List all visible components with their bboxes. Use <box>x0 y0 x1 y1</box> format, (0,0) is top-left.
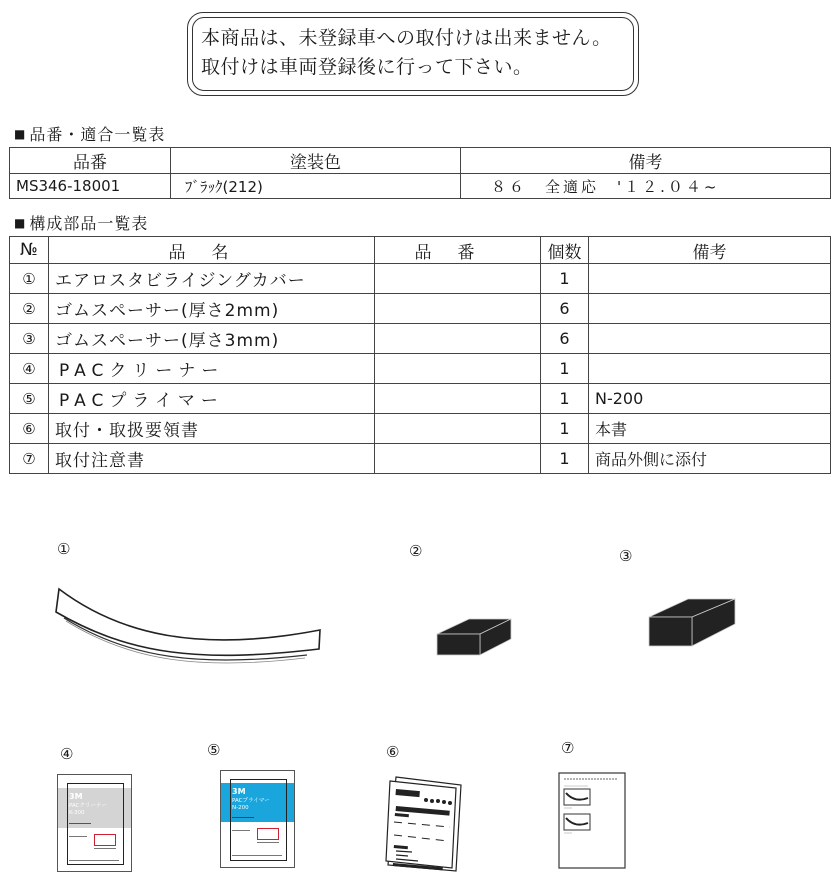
item-remarks <box>589 294 831 324</box>
square-bullet-icon: ■ <box>14 127 27 141</box>
fitment-section-title: ■ 品番・適合一覧表 <box>14 125 166 144</box>
primer-text-line <box>232 855 282 856</box>
cleaner-text-line <box>69 836 87 837</box>
row-number: ② <box>10 294 49 324</box>
square-bullet-icon: ■ <box>14 216 27 230</box>
header-part-no: 品番 <box>375 237 541 264</box>
item-part-no <box>375 444 541 474</box>
table-row <box>10 264 831 294</box>
fitment-table <box>9 147 831 199</box>
parts-header-row <box>10 237 831 264</box>
primer-red-stamp <box>257 828 279 840</box>
row-number: ③ <box>10 324 49 354</box>
header-paint-color: 塗装色 <box>171 148 461 174</box>
figure-label-4: ④ <box>60 745 74 763</box>
rubber-spacer-2mm-illustration <box>434 616 514 658</box>
item-qty: 6 <box>541 294 589 324</box>
item-name: ゴムスペーサー(厚さ2mm) <box>49 294 375 324</box>
header-remarks: 備考 <box>589 237 831 264</box>
item-qty: 1 <box>541 384 589 414</box>
primer-name: PACプライマー <box>232 798 270 804</box>
cleaner-brand: 3M <box>69 792 83 801</box>
primer-text-line <box>232 830 250 831</box>
item-remarks: N-200 <box>589 384 831 414</box>
pac-cleaner-illustration <box>57 774 132 872</box>
notice-line-1: 本商品は、未登録車への取付けは出来ません。 <box>201 27 612 49</box>
parts-table <box>9 236 831 474</box>
table-row <box>10 414 831 444</box>
table-row <box>10 384 831 414</box>
item-name: PACプライマー <box>49 384 375 414</box>
item-part-no <box>375 354 541 384</box>
notice-line-2: 取付けは車両登録後に行って下さい。 <box>201 56 533 78</box>
pac-primer-illustration <box>220 770 295 868</box>
cleaner-red-stamp <box>94 834 116 846</box>
item-qty: 1 <box>541 444 589 474</box>
header-remarks: 備考 <box>461 148 831 174</box>
header-no: № <box>10 237 49 264</box>
row-number: ⑥ <box>10 414 49 444</box>
item-qty: 1 <box>541 264 589 294</box>
primer-text-line <box>257 842 279 843</box>
item-part-no <box>375 264 541 294</box>
table-row <box>10 324 831 354</box>
row-number: ⑦ <box>10 444 49 474</box>
cleaner-text-line <box>69 823 91 824</box>
figure-label-3: ③ <box>619 547 633 565</box>
item-remarks <box>589 354 831 384</box>
cleaner-code: K-300 <box>69 810 85 816</box>
item-qty: 6 <box>541 324 589 354</box>
installation-manual-illustration <box>384 775 464 875</box>
figure-label-2: ② <box>409 542 423 560</box>
notice-box <box>192 17 634 91</box>
item-qty: 1 <box>541 354 589 384</box>
header-part-no: 品番 <box>10 148 171 174</box>
item-remarks <box>589 264 831 294</box>
item-remarks: 商品外側に添付 <box>589 444 831 474</box>
table-row <box>10 174 831 199</box>
paint-color-cell: ﾌﾞﾗｯｸ(212) <box>171 174 461 199</box>
item-part-no <box>375 384 541 414</box>
item-qty: 1 <box>541 414 589 444</box>
row-number: ④ <box>10 354 49 384</box>
figure-label-6: ⑥ <box>386 743 400 761</box>
item-remarks <box>589 324 831 354</box>
header-qty: 個数 <box>541 237 589 264</box>
primer-text-line <box>232 817 254 818</box>
table-row <box>10 354 831 384</box>
caution-sheet-illustration <box>558 772 628 870</box>
part-no-cell: MS346-18001 <box>10 174 171 199</box>
item-part-no <box>375 324 541 354</box>
aero-cover-illustration <box>50 585 330 670</box>
figure-label-5: ⑤ <box>207 741 221 759</box>
remarks-cell: ８６ 全適応 '１２.０４~ <box>461 174 831 199</box>
cleaner-text-line <box>69 860 119 861</box>
item-part-no <box>375 294 541 324</box>
item-name: エアロスタビライジングカバー <box>49 264 375 294</box>
figure-label-1: ① <box>57 540 71 558</box>
rubber-spacer-3mm-illustration <box>647 598 737 650</box>
parts-section-title: ■ 構成部品一覧表 <box>14 214 149 233</box>
item-name: 取付注意書 <box>49 444 375 474</box>
table-row <box>10 444 831 474</box>
table-row <box>10 294 831 324</box>
primer-brand: 3M <box>232 787 246 796</box>
primer-code: N-200 <box>232 805 249 811</box>
figure-label-7: ⑦ <box>561 739 575 757</box>
row-number: ① <box>10 264 49 294</box>
fitment-header-row <box>10 148 831 174</box>
item-name: 取付・取扱要領書 <box>49 414 375 444</box>
item-name: ゴムスペーサー(厚さ3mm) <box>49 324 375 354</box>
cleaner-name: PACクリーナー <box>69 803 107 809</box>
item-name: PACクリーナー <box>49 354 375 384</box>
header-item-name: 品名 <box>49 237 375 264</box>
item-part-no <box>375 414 541 444</box>
item-remarks: 本書 <box>589 414 831 444</box>
cleaner-text-line <box>94 848 116 849</box>
row-number: ⑤ <box>10 384 49 414</box>
